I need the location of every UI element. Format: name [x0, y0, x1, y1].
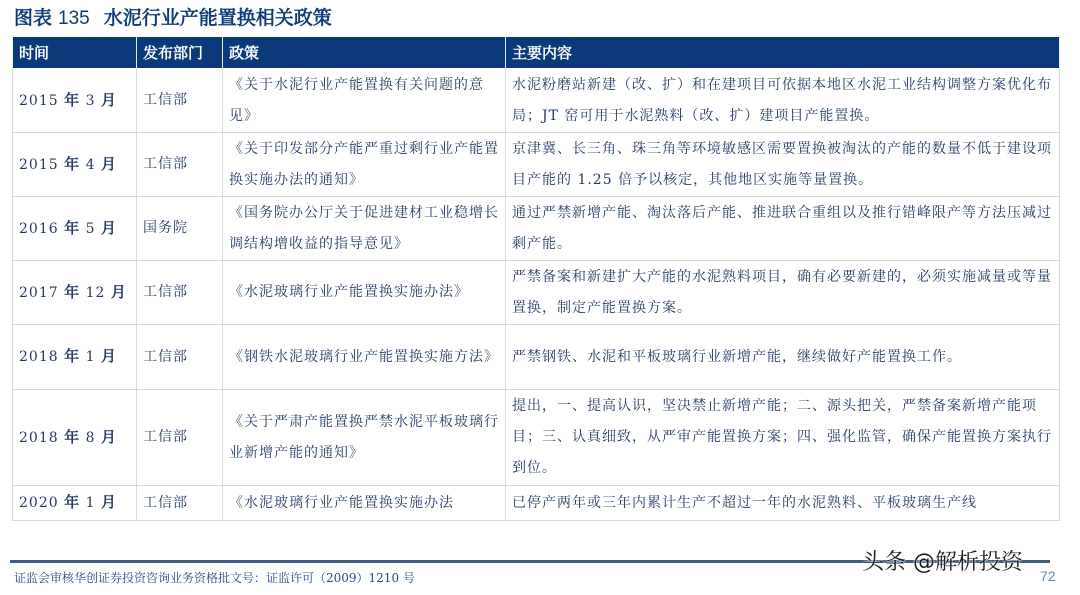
figure-title [14, 4, 332, 32]
content-cell: 京津冀、长三角、珠三角等环境敏感区需要置换被淘汰的产能的数量不低于建设项目产能的 1.25 倍予以核定，其他地区实施等量置换。 [506, 133, 1060, 197]
content-cell: 严禁钢铁、水泥和平板玻璃行业新增产能，继续做好产能置换工作。 [506, 325, 1060, 390]
department-cell: 工信部 [137, 325, 223, 390]
policy-cell: 《水泥玻璃行业产能置换实施办法 [223, 486, 506, 521]
page-number: 72 [1040, 568, 1056, 584]
department-cell: 工信部 [137, 133, 223, 197]
table-row [13, 261, 1060, 325]
date-cell: 2017 年 12 月 [13, 261, 137, 325]
content-cell: 已停产两年或三年内累计生产不超过一年的水泥熟料、平板玻璃生产线 [506, 486, 1060, 521]
watermark: 头条 @解析投资 [862, 550, 1023, 575]
content-cell: 水泥粉磨站新建（改、扩）和在建项目可依据本地区水泥工业结构调整方案优化布局；JT 窑可用于水泥熟料（改、扩）建项目产能置换。 [506, 69, 1060, 133]
footer-disclaimer: 证监会审核华创证券投资咨询业务资格批文号：证监许可（2009）1210 号 [14, 571, 415, 585]
date-cell: 2018 年 1 月 [13, 325, 137, 390]
content-cell: 严禁备案和新建扩大产能的水泥熟料项目，确有必要新建的，必须实施减量或等量置换，制定产能置换方案。 [506, 261, 1060, 325]
date-cell: 2020 年 1 月 [13, 486, 137, 521]
date-cell: 2018 年 8 月 [13, 390, 137, 486]
column-header-department: 发布部门 [137, 37, 223, 69]
department-cell: 工信部 [137, 486, 223, 521]
figure-number: 135 [58, 8, 90, 29]
table-row [13, 69, 1060, 133]
column-header-policy: 政策 [223, 37, 506, 69]
figure-label: 图表 [14, 7, 53, 29]
policy-cell: 《国务院办公厅关于促进建材工业稳增长调结构增收益的指导意见》 [223, 197, 506, 261]
table-row [13, 197, 1060, 261]
content-cell: 提出，一、提高认识，坚决禁止新增产能；二、源头把关，严禁备案新增产能项目；三、认真细致，从严审产能置换方案；四、强化监管，确保产能置换方案执行到位。 [506, 390, 1060, 486]
figure-title-text: 水泥行业产能置换相关政策 [103, 7, 332, 29]
department-cell: 工信部 [137, 69, 223, 133]
department-cell: 国务院 [137, 197, 223, 261]
date-cell: 2016 年 5 月 [13, 197, 137, 261]
policy-cell: 《关于严肃产能置换严禁水泥平板玻璃行业新增产能的通知》 [223, 390, 506, 486]
column-header-time: 时间 [13, 37, 137, 69]
policy-cell: 《钢铁水泥玻璃行业产能置换实施方法》 [223, 325, 506, 390]
department-cell: 工信部 [137, 261, 223, 325]
table-row [13, 325, 1060, 390]
department-cell: 工信部 [137, 390, 223, 486]
content-cell: 通过严禁新增产能、淘汰落后产能、推进联合重组以及推行错峰限产等方法压减过剩产能。 [506, 197, 1060, 261]
table-row [13, 486, 1060, 521]
table-header-row [13, 37, 1060, 69]
policy-cell: 《关于印发部分产能严重过剩行业产能置换实施办法的通知》 [223, 133, 506, 197]
table-row [13, 390, 1060, 486]
date-cell: 2015 年 3 月 [13, 69, 137, 133]
table-row [13, 133, 1060, 197]
column-header-content: 主要内容 [506, 37, 1060, 69]
policy-table [12, 36, 1060, 521]
policy-cell: 《关于水泥行业产能置换有关问题的意见》 [223, 69, 506, 133]
date-cell: 2015 年 4 月 [13, 133, 137, 197]
policy-cell: 《水泥玻璃行业产能置换实施办法》 [223, 261, 506, 325]
